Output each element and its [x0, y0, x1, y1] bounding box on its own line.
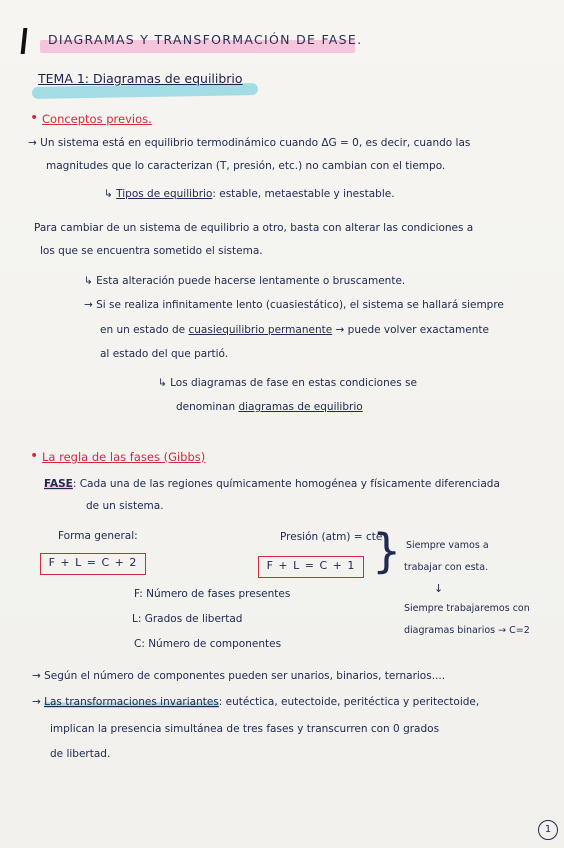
underlined-term: Tipos de equilibrio [116, 188, 213, 200]
text-line: ↳ Esta alteración puede hacerse lentamente o bruscamente. [84, 275, 406, 287]
text-fragment: : estable, metaestable y inestable. [212, 188, 395, 200]
text-line: → Si se realiza infinitamente lento (cuasiestático), el sistema se hallará siempre [84, 299, 504, 311]
section-heading-conceptos: Conceptos previos. [42, 112, 152, 126]
text-line: al estado del que partió. [100, 348, 229, 360]
fase-term: FASE [44, 478, 73, 490]
tema-text: TEMA 1: Diagramas de equilibrio [38, 71, 243, 86]
forma-general-label: Forma general: [58, 530, 138, 542]
highlighted-term: Las transformaciones invariantes [44, 696, 219, 708]
legend-line: L: Grados de libertad [132, 613, 243, 625]
page-number: 1 [538, 820, 558, 840]
note-line: Siempre trabajaremos con [404, 603, 530, 614]
text-line: Para cambiar de un sistema de equilibrio a otro, basta con alterar las condiciones a [34, 222, 474, 234]
tema-heading [38, 71, 243, 86]
text-line [44, 478, 500, 490]
text-line: los que se encuentra sometido el sistema. [40, 245, 263, 257]
text-line: → Un sistema está en equilibrio termodinámico cuando ΔG = 0, es decir, cuando las [28, 137, 471, 149]
section-heading-regla-fases: La regla de las fases (Gibbs) [42, 450, 206, 464]
title-margin-mark [21, 28, 28, 54]
legend-line: F: Número de fases presentes [134, 588, 291, 600]
text-line [104, 188, 395, 200]
presion-cte-label: Presión (atm) = cte [280, 531, 383, 543]
note-line: Siempre vamos a [406, 540, 489, 551]
text-line: magnitudes que lo caracterizan (T, presión, etc.) no cambian con el tiempo. [46, 160, 446, 172]
text-fragment: : Cada una de las regiones químicamente homogénea y físicamente diferenciada [72, 478, 500, 490]
text-line [176, 401, 363, 413]
legend-line: C: Número de componentes [134, 638, 282, 650]
text-line: de libertad. [50, 748, 111, 760]
text-line [100, 324, 489, 336]
formula-box-general: F + L = C + 2 [40, 553, 146, 575]
note-line: diagramas binarios → C=2 [404, 625, 530, 636]
text-fragment: → puede volver exactamente [332, 324, 489, 336]
section-bullet: • [30, 110, 39, 126]
underlined-term: cuasiequilibrio permanente [188, 324, 333, 336]
text-fragment: : eutéctica, eutectoide, peritéctica y peritectoide, [218, 696, 480, 708]
right-brace: } [372, 524, 402, 578]
underlined-term: diagramas de equilibrio [238, 401, 363, 413]
text-line: → Según el número de componentes pueden ser unarios, binarios, ternarios.... [32, 670, 446, 682]
section-bullet: • [30, 448, 39, 464]
text-fragment: → [32, 696, 45, 708]
down-arrow-icon: ↓ [434, 582, 444, 595]
formula-box-constant-pressure: F + L = C + 1 [258, 556, 364, 578]
text-fragment: en un estado de [100, 324, 189, 336]
text-fragment: denominan [176, 401, 239, 413]
text-line [32, 696, 479, 708]
text-fragment: ↳ [104, 188, 117, 200]
page-title: DIAGRAMAS Y TRANSFORMACIÓN DE FASE. [48, 32, 363, 47]
text-line: ↳ Los diagramas de fase en estas condiciones se [158, 377, 417, 389]
text-line: de un sistema. [86, 500, 164, 512]
note-line: trabajar con esta. [404, 562, 489, 573]
text-line: implican la presencia simultánea de tres fases y transcurren con 0 grados [50, 723, 440, 735]
